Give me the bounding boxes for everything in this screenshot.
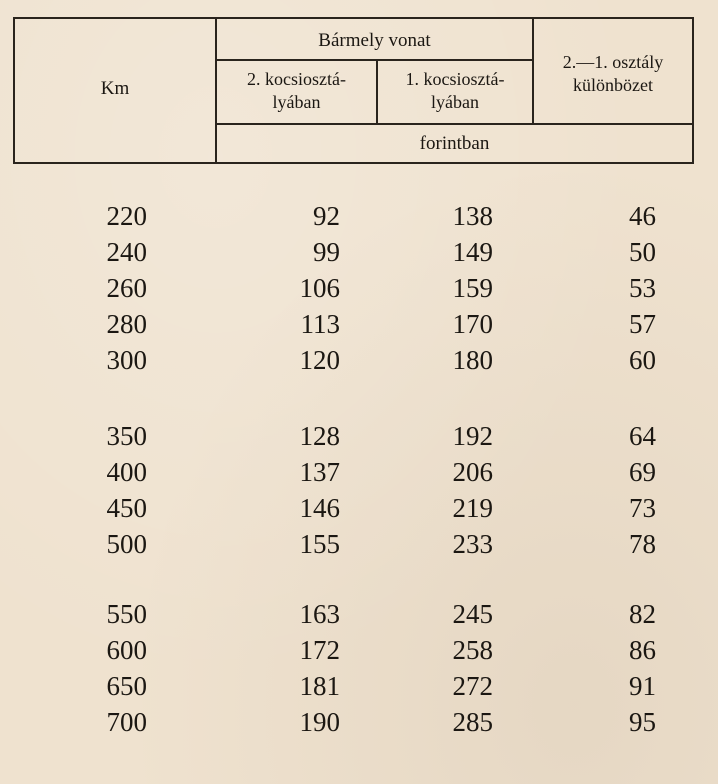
class2-fare-cell: 172: [299, 635, 340, 665]
km-cell: 600: [106, 635, 147, 665]
class1-fare-cell: 180: [452, 345, 493, 375]
class1-fare-cell: 170: [452, 309, 493, 339]
header-divider: [215, 123, 692, 125]
difference-cell: 95: [629, 707, 656, 737]
unit-header: forintban: [419, 133, 490, 154]
difference-header-line1: 2.—1. osztály: [562, 52, 664, 72]
difference-cell: 82: [629, 599, 656, 629]
class1-header-line2: lyában: [431, 92, 479, 112]
class2-fare-cell: 181: [299, 671, 340, 701]
class2-fare-cell: 190: [299, 707, 340, 737]
class2-header-line1: 2. kocsiosztá-: [247, 69, 346, 89]
difference-cell: 60: [629, 345, 656, 375]
class1-header-line1: 1. kocsiosztá-: [405, 69, 505, 89]
header-divider: [215, 59, 534, 61]
difference-cell: 91: [629, 671, 656, 701]
km-cell: 550: [106, 599, 147, 629]
difference-cell: 73: [629, 493, 656, 523]
class2-header-line2: lyában: [272, 92, 321, 112]
km-cell: 700: [106, 707, 147, 737]
class1-fare-cell: 192: [452, 421, 493, 451]
class1-fare-cell: 149: [452, 237, 493, 267]
km-column-header: Km: [100, 78, 130, 99]
class2-fare-cell: 128: [299, 421, 340, 451]
class1-fare-cell: 206: [452, 457, 493, 487]
km-cell: 240: [106, 237, 147, 267]
km-cell: 650: [106, 671, 147, 701]
km-cell: 220: [106, 201, 147, 231]
km-cell: 500: [106, 529, 147, 559]
class1-fare-cell: 285: [452, 707, 493, 737]
difference-cell: 78: [629, 529, 656, 559]
class1-fare-cell: 138: [452, 201, 493, 231]
km-cell: 260: [106, 273, 147, 303]
difference-cell: 86: [629, 635, 656, 665]
km-cell: 400: [106, 457, 147, 487]
table-header: [13, 17, 694, 164]
class1-fare-cell: 233: [452, 529, 493, 559]
class1-fare-cell: 159: [452, 273, 493, 303]
class1-fare-cell: 219: [452, 493, 493, 523]
difference-header-line2: különbözet: [573, 75, 653, 95]
class2-fare-cell: 113: [300, 309, 340, 339]
class1-fare-cell: 258: [452, 635, 493, 665]
class2-fare-cell: 137: [299, 457, 340, 487]
class1-fare-cell: 272: [452, 671, 493, 701]
km-cell: 280: [106, 309, 147, 339]
difference-header: [534, 51, 692, 97]
class2-fare-cell: 146: [299, 493, 340, 523]
difference-cell: 57: [629, 309, 656, 339]
class2-fare-cell: 92: [313, 201, 340, 231]
difference-cell: 64: [629, 421, 656, 451]
class2-fare-cell: 99: [313, 237, 340, 267]
difference-cell: 53: [629, 273, 656, 303]
difference-cell: 50: [629, 237, 656, 267]
class2-header: [217, 68, 376, 114]
difference-cell: 69: [629, 457, 656, 487]
km-cell: 450: [106, 493, 147, 523]
class2-fare-cell: 155: [299, 529, 340, 559]
km-cell: 350: [106, 421, 147, 451]
class2-fare-cell: 163: [299, 599, 340, 629]
any-train-header: Bármely vonat: [318, 30, 431, 51]
difference-cell: 46: [629, 201, 656, 231]
class1-header: [378, 68, 532, 114]
class2-fare-cell: 106: [299, 273, 340, 303]
class2-fare-cell: 120: [299, 345, 340, 375]
km-cell: 300: [106, 345, 147, 375]
class1-fare-cell: 245: [452, 599, 493, 629]
